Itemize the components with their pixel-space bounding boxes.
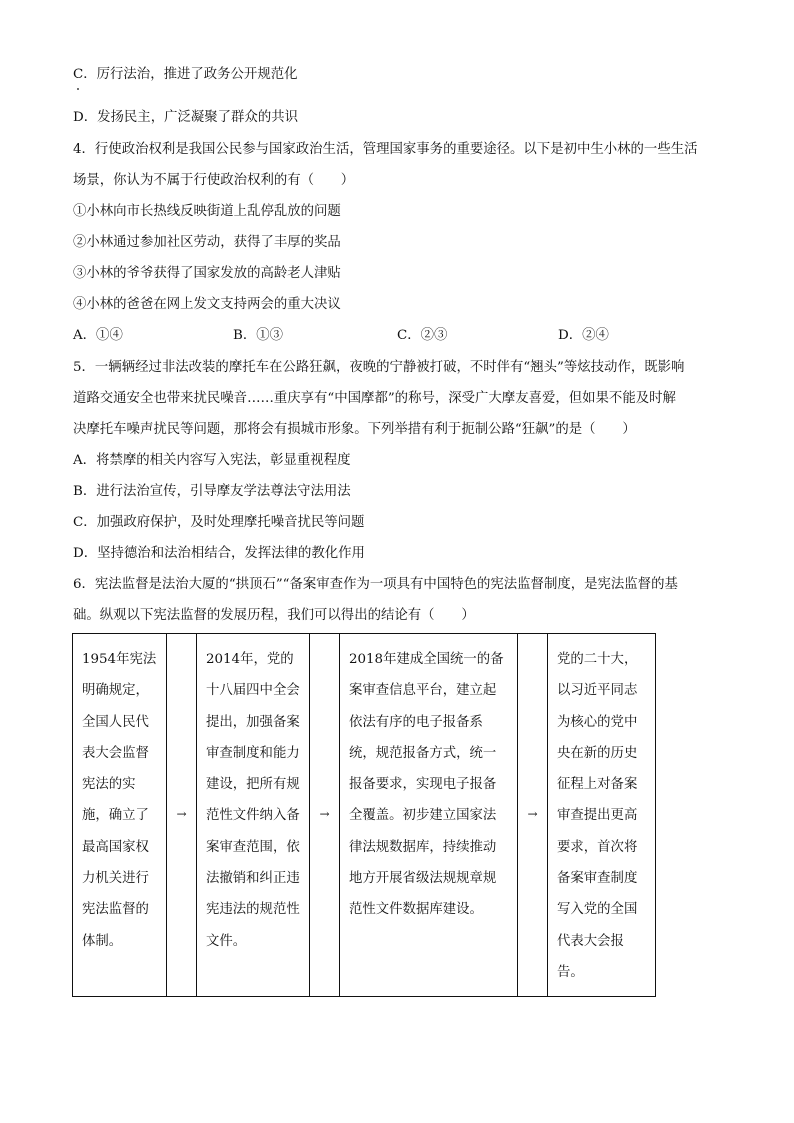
- timeline-stage-2014: [197, 634, 310, 997]
- stage-1954-text: 1954年宪法明确规定，全国人民代表大会监督宪法的实施，确立了最高国家权力机关进行宪法监督的体制。: [82, 652, 157, 949]
- q4-choice-c: C．②③: [397, 328, 448, 343]
- q5-option-c: C．加强政府保护，及时处理摩托噪音扰民等问题: [73, 515, 365, 530]
- q3-option-d: D．发扬民主，广泛凝聚了群众的共识: [73, 110, 298, 125]
- stray-dot: [77, 88, 79, 90]
- timeline-stage-1954: [73, 634, 167, 997]
- timeline-stage-20th-congress: [548, 634, 656, 997]
- arrow-right-icon: →: [310, 634, 340, 997]
- q5-option-a: A．将禁摩的相关内容写入宪法，彰显重视程度: [73, 453, 351, 468]
- q4-choice-a: A．①④: [73, 328, 123, 343]
- q6-timeline-table: [72, 633, 656, 997]
- arrow-right-icon: →: [167, 634, 197, 997]
- q5-stem-line3: 决摩托车噪声扰民等问题，那将会有损城市形象。下列举措有利于扼制公路“狂飙”的是（ ）: [73, 422, 636, 437]
- q5-stem-line2: 道路交通安全也带来扰民噪音……重庆享有“中国摩都”的称号，深受广大摩友喜爱，但如果不能及时解: [73, 391, 676, 406]
- q4-item-3: ③小林的爷爷获得了国家发放的高龄老人津贴: [73, 266, 341, 281]
- q4-item-2: ②小林通过参加社区劳动，获得了丰厚的奖品: [73, 235, 341, 250]
- timeline-stage-2018: [340, 634, 518, 997]
- stage-2018-text: 2018年建成全国统一的备案审查信息平台，建立起依法有序的电子报备系统，规范报备方式，统一报备要求，实现电子报备全覆盖。初步建立国家法律法规数据库，持续推动地方开展省级法规规章规范性文件数据库建设。: [349, 652, 504, 918]
- q5-option-b: B．进行法治宣传，引导摩友学法尊法守法用法: [73, 484, 351, 499]
- q5-stem-line1: 5．一辆辆经过非法改装的摩托车在公路狂飙，夜晚的宁静被打破，不时伴有“翘头”等炫技动作，既影响: [73, 360, 685, 375]
- q3-option-c: C．厉行法治，推进了政务公开规范化: [73, 67, 298, 82]
- q4-stem-line2: 场景，你认为不属于行使政治权利的有（ ）: [73, 173, 355, 188]
- q5-option-d: D．坚持德治和法治相结合，发挥法律的教化作用: [73, 546, 365, 561]
- q4-choice-b: B．①③: [233, 328, 284, 343]
- q4-stem-line1: 4．行使政治权利是我国公民参与国家政治生活，管理国家事务的重要途径。以下是初中生小林的一些生活: [73, 142, 698, 157]
- arrow-right-icon: →: [518, 634, 548, 997]
- q4-item-1: ①小林向市长热线反映街道上乱停乱放的问题: [73, 204, 341, 219]
- q4-choice-d: D．②④: [558, 328, 609, 343]
- q6-stem-line2: 础。纵观以下宪法监督的发展历程，我们可以得出的结论有（ ）: [73, 608, 475, 623]
- stage-20th-congress-text: 党的二十大，以习近平同志为核心的党中央在新的历史征程上对备案审查提出更高要求，首次将备案审查制度写入党的全国代表大会报告。: [557, 652, 638, 980]
- q6-stem-line1: 6．宪法监督是法治大厦的“拱顶石”“备案审查作为一项具有中国特色的宪法监督制度，是宪法监督的基: [73, 577, 678, 592]
- q4-item-4: ④小林的爸爸在网上发文支持两会的重大决议: [73, 297, 341, 312]
- stage-2014-text: 2014年，党的十八届四中全会提出，加强备案审查制度和能力建设，把所有规范性文件纳入备案审查范围，依法撤销和纠正违宪违法的规范性文件。: [206, 652, 300, 949]
